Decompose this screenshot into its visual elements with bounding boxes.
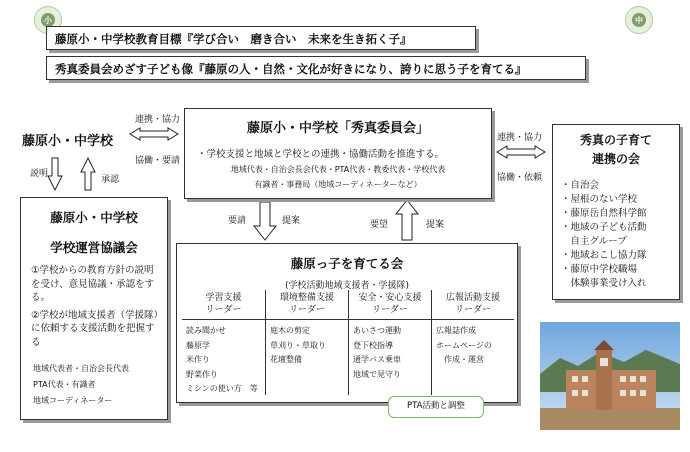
column-item: 作成・運営 (436, 355, 484, 364)
label-approve: 承認 (101, 175, 120, 185)
network-item: ・屋根のない学校 (561, 194, 638, 205)
network-item: ・自治会 (561, 180, 600, 191)
school-building-photo (540, 322, 680, 430)
label-cooperation-left: 連携・協力 (135, 115, 181, 125)
column-item: ミシンの使い方 等 (186, 384, 258, 393)
column-item: 米作り (186, 355, 210, 364)
network-box (552, 124, 680, 300)
label-request-right: 協働・依頼 (497, 173, 543, 183)
column-head: 広報活動支援 (445, 293, 500, 303)
column-item: 地域で見守り (353, 369, 401, 379)
column-item: 通学バス乗車 (353, 355, 401, 364)
column-item: 読み聞かせ (186, 326, 226, 335)
label-demand: 要請 (228, 216, 247, 226)
label-want: 要望 (370, 220, 389, 230)
network-item: ・地域おこし協力隊 (561, 250, 647, 261)
network-title-1: 秀真の子育て (579, 133, 652, 147)
label-cooperation-right: 連携・協力 (497, 133, 543, 143)
network-list (561, 179, 679, 291)
junior-high-emblem-icon: 中 (625, 6, 653, 34)
elementary-school-emblem-icon: 小 (34, 6, 62, 34)
council-member-1: 地域代表者・自治会長代表 (33, 364, 129, 373)
label-explain: 説明 (30, 169, 49, 179)
council-item-2: ②学校が地域支援者（学援隊）に依頼する支援活動を把握する (31, 309, 159, 348)
label-propose-1: 提案 (282, 216, 301, 226)
committee-description: ・学校支援と地域と学校との連携・協働活動を推進する。 (197, 149, 445, 160)
arrow-down-demand-icon (254, 202, 276, 240)
label-propose-2: 提案 (426, 220, 445, 230)
column-item: 庭木の剪定 (270, 326, 310, 335)
support-column-safety (348, 290, 431, 395)
column-item: 藤原学 (186, 340, 210, 350)
column-item: 草刈り・草取り (270, 340, 326, 350)
hotsuma-committee-box (184, 108, 492, 199)
column-head: 安全・安心支援 (358, 293, 422, 303)
council-member-2: PTA代表・有識者 (33, 380, 96, 389)
school-council-box (20, 197, 168, 420)
network-title-2: 連携の会 (591, 152, 640, 166)
column-item: ホームページの (436, 340, 492, 350)
double-arrow-left-icon (130, 128, 178, 140)
column-item: 広報誌作成 (436, 326, 476, 335)
support-column-environment (265, 290, 348, 395)
support-column-pr (431, 290, 514, 395)
committee-members-1: 地域代表・自治会長会代表・PTA代表・教委代表・学校代表 (230, 165, 446, 174)
education-goal: 藤原小・中学校教育目標『学び合い 磨き合い 未来を生き拓く子』 (46, 26, 476, 50)
committee-members-2: 有識者・事務局（地域コーディネーターなど） (254, 180, 422, 189)
arrow-up-approve-icon (81, 158, 95, 190)
column-leader: リーダー (288, 305, 325, 315)
pta-coordination-box: PTA活動と調整 (388, 396, 484, 418)
support-column-learning (182, 290, 265, 395)
column-item: 野菜作り (186, 369, 218, 379)
column-head: 環境整備支援 (279, 293, 334, 303)
support-title: 藤原っ子を育てる会 (290, 256, 404, 271)
council-title: 学校運営協議会 (50, 240, 138, 255)
council-item-1: ①学校からの教育方針の説明を受け、意見協議・承認をする。 (31, 265, 155, 303)
column-item: 登下校指導 (353, 340, 393, 350)
council-school-name: 藤原小・中学校 (50, 210, 138, 225)
child-vision: 秀真委員会めざす子ども像『藤原の人・自然・文化が好きになり、誇りに思う子を育てる』 (46, 56, 586, 80)
column-leader: リーダー (454, 305, 491, 315)
arrow-down-explain-icon (48, 158, 62, 190)
committee-title: 藤原小・中学校「秀真委員会」 (246, 121, 429, 136)
column-leader: リーダー (371, 305, 408, 315)
school-name: 藤原小・中学校 (22, 134, 114, 149)
arrow-up-want-icon (396, 200, 418, 240)
network-item: ・地域の子ども活動 (561, 222, 647, 233)
network-item: 体験事業受け入れ (561, 278, 647, 289)
double-arrow-right-icon (497, 146, 545, 158)
network-item: ・藤原中学校職場 (561, 264, 638, 275)
column-item: 花壇整備 (270, 355, 302, 364)
network-item: 自主グループ (561, 236, 627, 247)
label-request-left: 協働・要請 (135, 156, 181, 166)
council-member-3: 地域コーディネーター (33, 396, 113, 405)
column-item: あいさつ運動 (353, 326, 401, 335)
column-head: 学習支援 (205, 293, 242, 303)
support-subtitle: (学校活動地域支援者・学援隊) (284, 281, 410, 291)
column-leader: リーダー (205, 305, 242, 315)
network-item: ・藤原岳自然科学館 (561, 208, 647, 219)
